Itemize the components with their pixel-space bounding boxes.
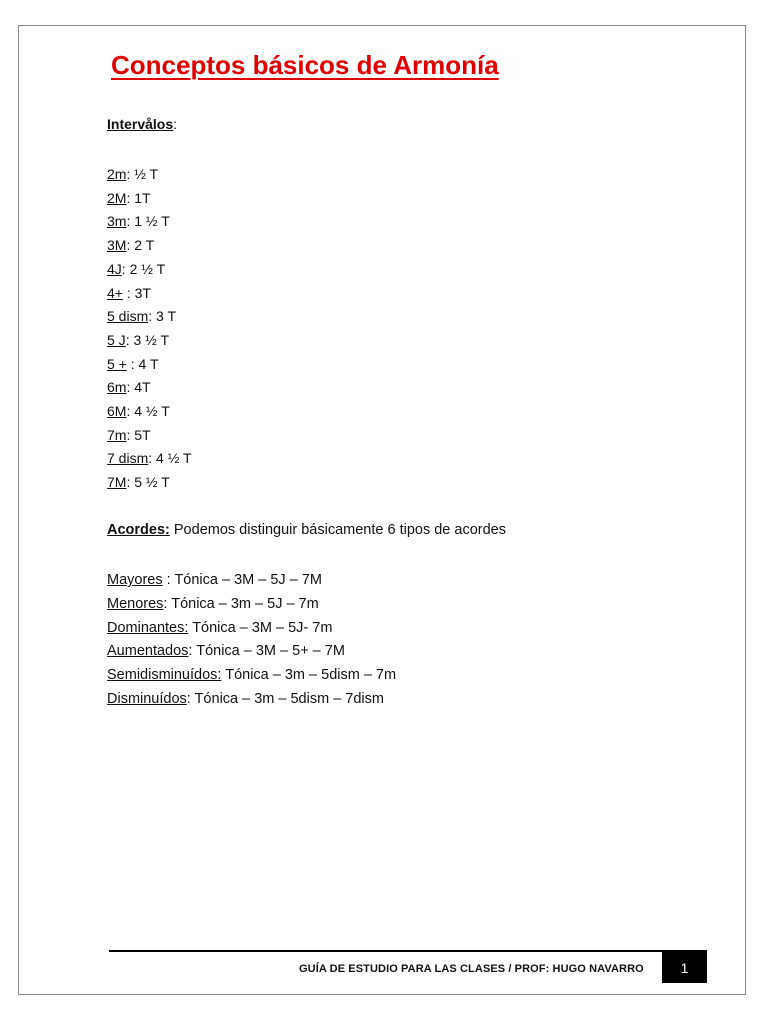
interval-item <box>107 210 192 234</box>
interval-sep: : <box>126 355 139 372</box>
chord-sep: : <box>188 643 197 660</box>
chord-name: Semidisminuídos: <box>107 667 222 684</box>
chords-heading-label: Acordes: <box>107 522 170 538</box>
interval-value: 5 ½ T <box>134 474 170 491</box>
interval-name: 5 J <box>107 331 126 348</box>
interval-sep: : <box>126 474 135 491</box>
interval-sep: : <box>148 308 157 325</box>
chord-formula: Tónica – 3M – 5J- 7m <box>192 619 333 636</box>
chord-item <box>107 617 396 641</box>
chord-formula: Tónica – 3m – 5J – 7m <box>171 595 319 612</box>
interval-sep: : <box>126 237 135 254</box>
footer-text: GUÍA DE ESTUDIO PARA LAS CLASES / PROF: HUGO NAVARRO <box>299 963 644 975</box>
interval-value: ½ T <box>134 166 159 182</box>
interval-value: 4 T <box>138 355 159 372</box>
chord-formula: Tónica – 3M – 5+ – 7M <box>196 643 345 660</box>
interval-value: 3T <box>134 284 151 301</box>
interval-name: 3M <box>107 237 127 254</box>
chords-list <box>107 569 396 712</box>
interval-value: 5T <box>134 426 151 443</box>
interval-name: 6m <box>107 379 127 396</box>
interval-sep: : <box>126 189 135 206</box>
page-number: 1 <box>662 952 707 983</box>
chord-formula: Tónica – 3m – 5dism – 7dism <box>194 690 384 707</box>
document-page <box>18 25 746 995</box>
chord-name: Disminuídos <box>107 690 187 707</box>
chord-name: Aumentados <box>107 643 189 660</box>
page-title: Conceptos básicos de Armonía <box>111 50 499 80</box>
chord-name: Mayores <box>107 572 163 588</box>
interval-item <box>107 234 192 258</box>
interval-name: 6M <box>107 403 127 420</box>
interval-item <box>107 258 192 282</box>
interval-item <box>107 376 192 400</box>
interval-sep: : <box>126 166 135 182</box>
chord-name: Dominantes: <box>107 619 189 636</box>
interval-item <box>107 447 192 471</box>
intervals-heading <box>107 116 177 132</box>
interval-name: 7M <box>107 474 127 491</box>
chords-heading <box>107 522 506 538</box>
interval-value: 4 ½ T <box>156 450 192 467</box>
chord-item <box>107 640 396 664</box>
interval-value: 3 T <box>156 308 176 325</box>
interval-value: 4 ½ T <box>134 403 170 420</box>
chord-sep: : <box>162 572 175 588</box>
interval-sep: : <box>125 331 134 348</box>
chord-formula: Tónica – 3M – 5J – 7M <box>174 572 322 588</box>
interval-value: 4T <box>134 379 151 396</box>
interval-value: 1T <box>134 189 151 206</box>
interval-value: 1 ½ T <box>134 213 170 230</box>
interval-sep: : <box>126 213 135 230</box>
interval-item <box>107 424 192 448</box>
chord-sep: : <box>186 690 195 707</box>
footer-divider <box>109 950 707 952</box>
interval-sep: : <box>126 426 135 443</box>
interval-name: 5 dism <box>107 308 149 325</box>
interval-item <box>107 400 192 424</box>
intervals-heading-colon: : <box>173 116 178 132</box>
interval-name: 2m <box>107 166 127 182</box>
interval-name: 3m <box>107 213 127 230</box>
chord-sep: : <box>163 595 172 612</box>
interval-value: 3 ½ T <box>133 331 170 348</box>
interval-name: 7m <box>107 426 127 443</box>
interval-name: 2M <box>107 189 127 206</box>
chord-item <box>107 688 396 712</box>
interval-value: 2 ½ T <box>129 260 166 277</box>
interval-sep: : <box>126 403 135 420</box>
interval-item <box>107 329 192 353</box>
chord-item <box>107 664 396 688</box>
interval-item <box>107 471 192 495</box>
interval-sep: : <box>126 379 135 396</box>
interval-name: 4J <box>107 260 122 277</box>
chord-item <box>107 593 396 617</box>
interval-name: 4+ <box>107 284 123 301</box>
interval-item <box>107 163 192 187</box>
chords-intro: Podemos distinguir básicamente 6 tipos de acordes <box>169 522 506 538</box>
chord-formula: Tónica – 3m – 5dism – 7m <box>225 667 397 684</box>
interval-name: 5 + <box>107 355 127 372</box>
interval-item <box>107 282 192 306</box>
interval-sep: : <box>148 450 157 467</box>
interval-item <box>107 353 192 377</box>
interval-sep: : <box>122 284 135 301</box>
interval-sep: : <box>121 260 130 277</box>
chord-name: Menores <box>107 595 164 612</box>
intervals-heading-label: Intervålos <box>107 116 174 132</box>
chord-item <box>107 569 396 593</box>
interval-item <box>107 305 192 329</box>
intervals-list <box>107 163 192 495</box>
interval-item <box>107 187 192 211</box>
interval-name: 7 dism <box>107 450 149 467</box>
interval-value: 2 T <box>134 237 155 254</box>
